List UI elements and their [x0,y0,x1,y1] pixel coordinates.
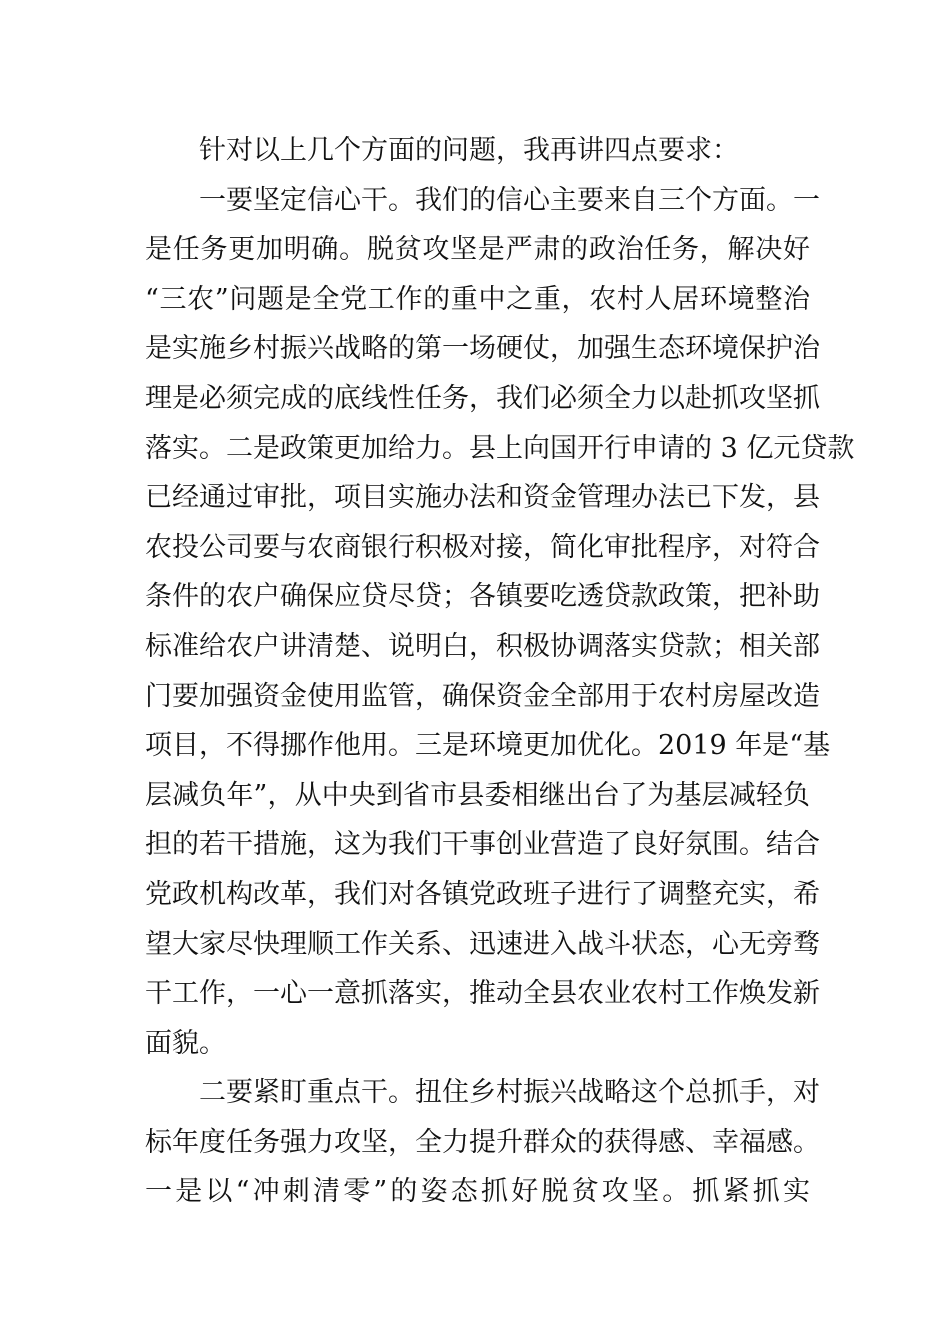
paragraph-2-line: 望大家尽快理顺工作关系、迅速进入战斗状态，心无旁骛 [145,928,820,960]
paragraph-2-line: 一要坚定信心干。我们的信心主要来自三个方面。一 [199,184,820,216]
paragraph-3-line: 二要紧盯重点干。扭住乡村振兴战略这个总抓手，对 [199,1077,820,1109]
paragraph-2-line: 是实施乡村振兴战略的第一场硬仗，加强生态环境保护治 [145,333,820,365]
paragraph-1-line: 针对以上几个方面的问题，我再讲四点要求： [199,135,739,166]
paragraph-2-line: 干工作，一心一意抓落实，推动全县农业农村工作焕发新 [145,978,820,1010]
paragraph-2-line: 门要加强资金使用监管，确保资金全部用于农村房屋改造 [145,680,820,712]
paragraph-2-line: 条件的农户确保应贷尽贷；各镇要吃透贷款政策，把补助 [145,581,820,613]
paragraph-2-line: 理是必须完成的底线性任务，我们必须全力以赴抓攻坚抓 [145,382,820,414]
paragraph-3-line: 标年度任务强力攻坚，全力提升群众的获得感、幸福感。 [145,1126,820,1158]
paragraph-2-line: 农投公司要与农商银行积极对接，简化审批程序，对符合 [145,531,820,563]
paragraph-3-line: 一是以“冲刺清零”的姿态抓好脱贫攻坚。抓紧抓实 [145,1176,810,1208]
paragraph-2-line: 是任务更加明确。脱贫攻坚是严肃的政治任务，解决好 [145,234,810,266]
paragraph-2-line: 已经通过审批，项目实施办法和资金管理办法已下发，县 [145,482,820,514]
paragraph-2-line: 落实。二是政策更加给力。县上向国开行申请的 3 亿元贷款 [145,432,855,464]
paragraph-2-line: 项目，不得挪作他用。三是环境更加优化。2019 年是“基 [145,730,831,762]
paragraph-2-line: 层减负年”，从中央到省市县委相继出台了为基层减轻负 [145,779,810,811]
document-body [145,126,855,1217]
paragraph-2-line: 面貌。 [145,1027,226,1059]
paragraph-2-line: 标准给农户讲清楚、说明白，积极协调落实贷款；相关部 [145,630,820,662]
paragraph-2-line: 担的若干措施，这为我们干事创业营造了良好氛围。结合 [145,829,820,861]
paragraph-2-line: 党政机构改革，我们对各镇党政班子进行了调整充实，希 [145,878,820,910]
paragraph-2-line: “三农”问题是全党工作的重中之重，农村人居环境整治 [145,283,810,315]
